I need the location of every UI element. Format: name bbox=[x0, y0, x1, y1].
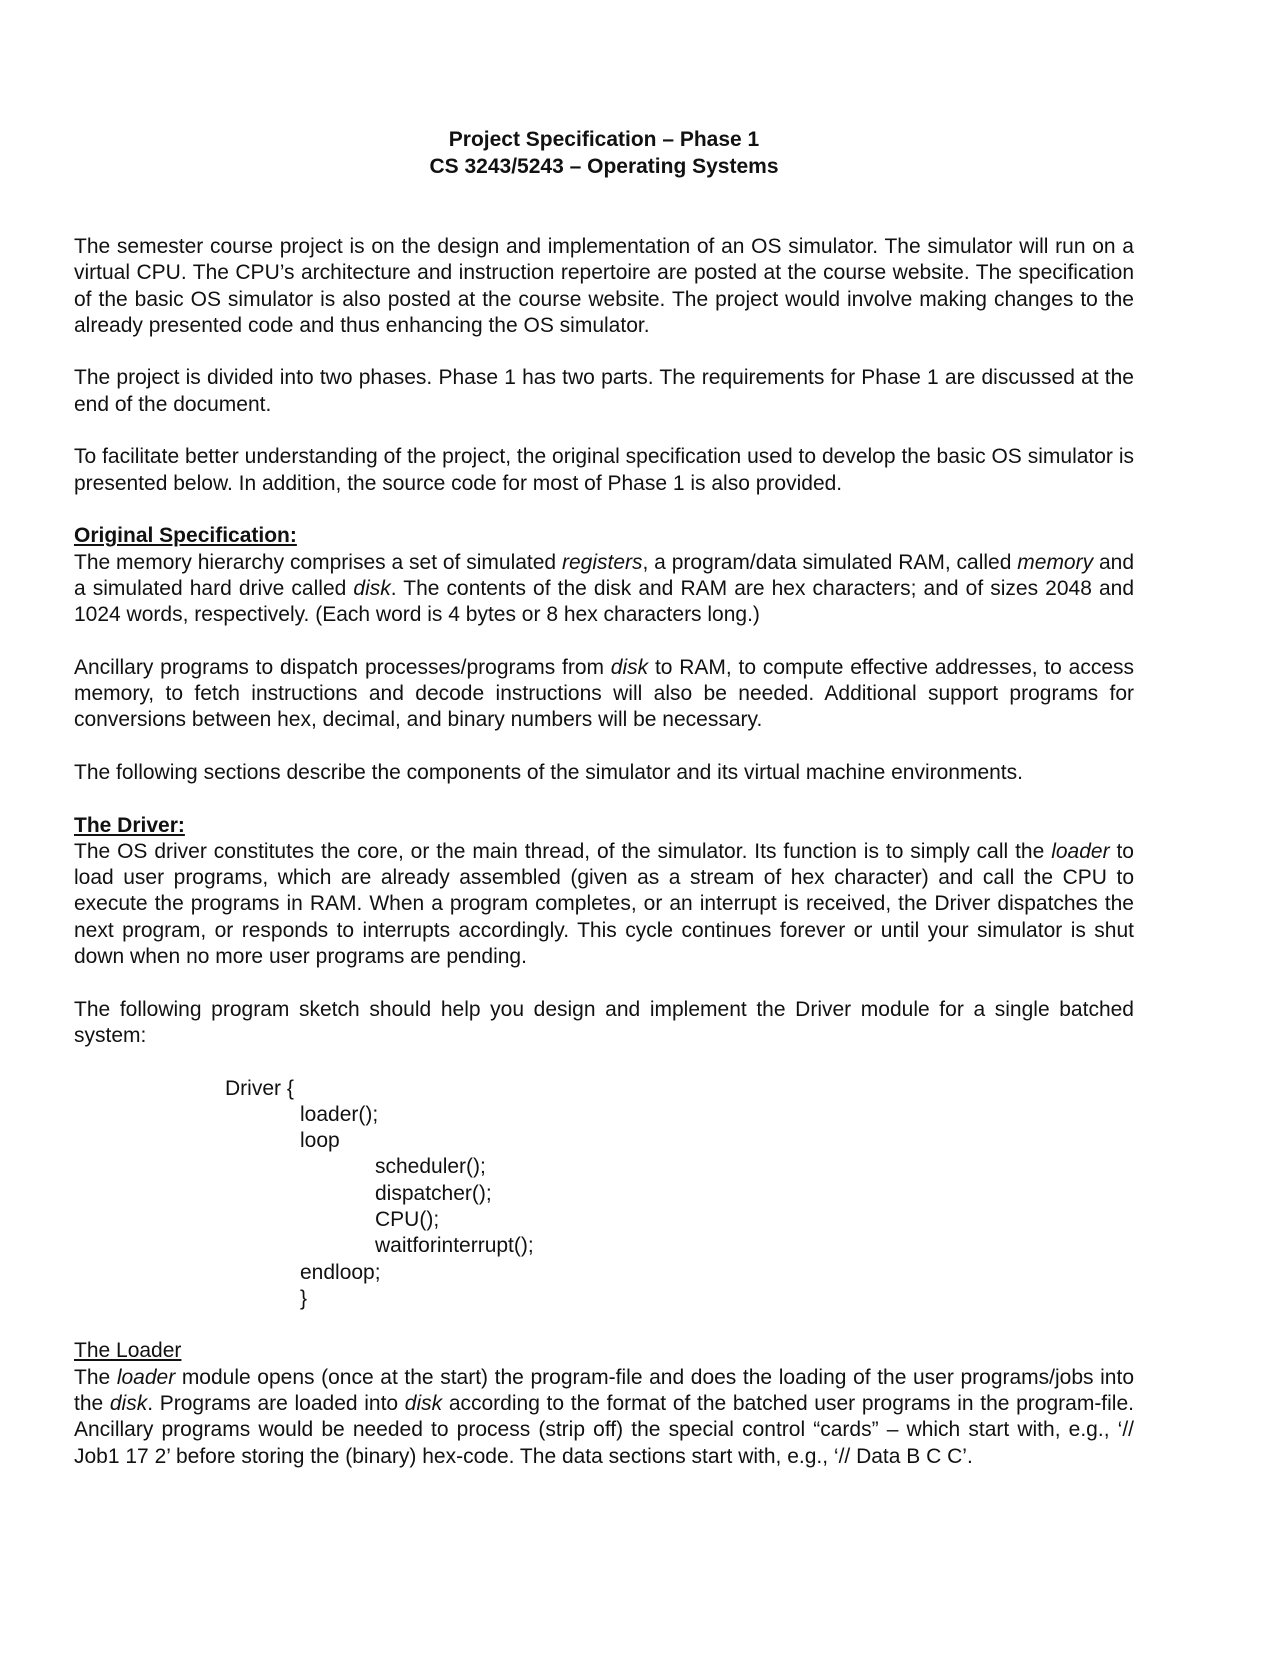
code-line: scheduler(); bbox=[375, 1155, 486, 1179]
text-run: to RAM, to compute effective addresses, to access memory, to fetch instructions and decode instructions will also be needed. Additional support programs for conversions between hex, decimal, and binary numbers will be necessary. bbox=[74, 655, 1135, 732]
original-spec-paragraph-1 bbox=[74, 550, 1134, 629]
text-run: according to the format of the batched user programs in the program-file. Ancillary programs would be needed to process (strip off) the special control “cards” – which start with, e.g., ‘// Job1 17 2’ before storing the (binary) hex-code. The data sections start with, e.g., ‘// Data B C C’. bbox=[74, 1392, 1134, 1468]
code-line: dispatcher(); bbox=[375, 1181, 492, 1205]
text-run: The bbox=[74, 1365, 117, 1389]
text-run: module opens (once at the start) the program-file and does the loading of the user programs/jobs into the bbox=[74, 1365, 1134, 1416]
text-run: to load user programs, which are already assembled (given as a stream of hex character) and call the CPU to execute the programs in RAM. When a program completes, or an interrupt is received, the Driver dispatches the next program, or responds to interrupts accordingly. This cycle continues forever or until your simulator is shut down when no more user programs are pending. bbox=[74, 839, 1134, 969]
intro-paragraph-1: The semester course project is on the design and implementation of an OS simulator. The simulator will run on a virtual CPU. The CPU’s architecture and instruction repertoire are posted at the course website. The specification of the basic OS simulator is also posted at the course website. The project would involve making changes to the already presented code and thus enhancing the OS simulator. bbox=[74, 235, 1134, 337]
code-line: } bbox=[300, 1286, 308, 1310]
text-run: , a program/data simulated RAM, called bbox=[642, 550, 1018, 574]
text-run: . The contents of the disk and RAM are hex characters; and of sizes 2048 and 1024 words, respectively. (Each word is 4 bytes or 8 hex characters long.) bbox=[74, 576, 1134, 627]
code-line: loader(); bbox=[300, 1102, 379, 1126]
emphasis-disk: disk bbox=[353, 576, 391, 600]
text-run: The memory hierarchy comprises a set of simulated bbox=[74, 550, 562, 574]
emphasis-disk: disk bbox=[109, 1392, 148, 1416]
title-line-1: Project Specification – Phase 1 bbox=[448, 128, 760, 151]
emphasis-memory: memory bbox=[1017, 550, 1094, 574]
text-run: . Programs are loaded into bbox=[147, 1392, 405, 1416]
driver-code-sketch bbox=[74, 1076, 1134, 1313]
emphasis-disk: disk bbox=[404, 1392, 443, 1416]
original-spec-paragraph-2 bbox=[74, 655, 1134, 734]
driver-heading: The Driver: bbox=[74, 813, 185, 837]
title-line-2: CS 3243/5243 – Operating Systems bbox=[429, 155, 779, 178]
emphasis-disk: disk bbox=[610, 655, 649, 679]
text-run: Ancillary programs to dispatch processes/programs from bbox=[74, 655, 611, 679]
document-body bbox=[74, 234, 1134, 1496]
original-spec-heading: Original Specification: bbox=[74, 524, 297, 548]
code-line: CPU(); bbox=[375, 1207, 440, 1231]
code-line: Driver { bbox=[225, 1076, 294, 1100]
text-run: and a simulated hard drive called bbox=[74, 550, 1134, 600]
code-line: endloop; bbox=[300, 1260, 381, 1284]
driver-paragraph-1 bbox=[74, 839, 1134, 970]
driver-paragraph-2: The following program sketch should help you design and implement the Driver module for a single batched system: bbox=[74, 997, 1134, 1047]
intro-paragraph-2: The project is divided into two phases. Phase 1 has two parts. The requirements for Phase 1 are discussed at the end of the document. bbox=[74, 366, 1134, 416]
text-run: The OS driver constitutes the core, or the main thread, of the simulator. Its function is to simply call the bbox=[74, 839, 1052, 863]
original-spec-paragraph-3: The following sections describe the components of the simulator and its virtual machine environments. bbox=[74, 760, 1023, 784]
code-line: waitforinterrupt(); bbox=[375, 1234, 534, 1258]
emphasis-loader: loader bbox=[116, 1365, 176, 1389]
intro-paragraph-3: To facilitate better understanding of the project, the original specification used to develop the basic OS simulator is presented below. In addition, the source code for most of Phase 1 is also provided. bbox=[74, 445, 1134, 495]
loader-heading: The Loader bbox=[74, 1339, 182, 1363]
loader-paragraph-1 bbox=[74, 1365, 1134, 1470]
emphasis-loader: loader bbox=[1051, 839, 1110, 863]
emphasis-registers: registers bbox=[561, 550, 643, 574]
document-title bbox=[0, 126, 1208, 180]
code-line: loop bbox=[300, 1129, 340, 1153]
